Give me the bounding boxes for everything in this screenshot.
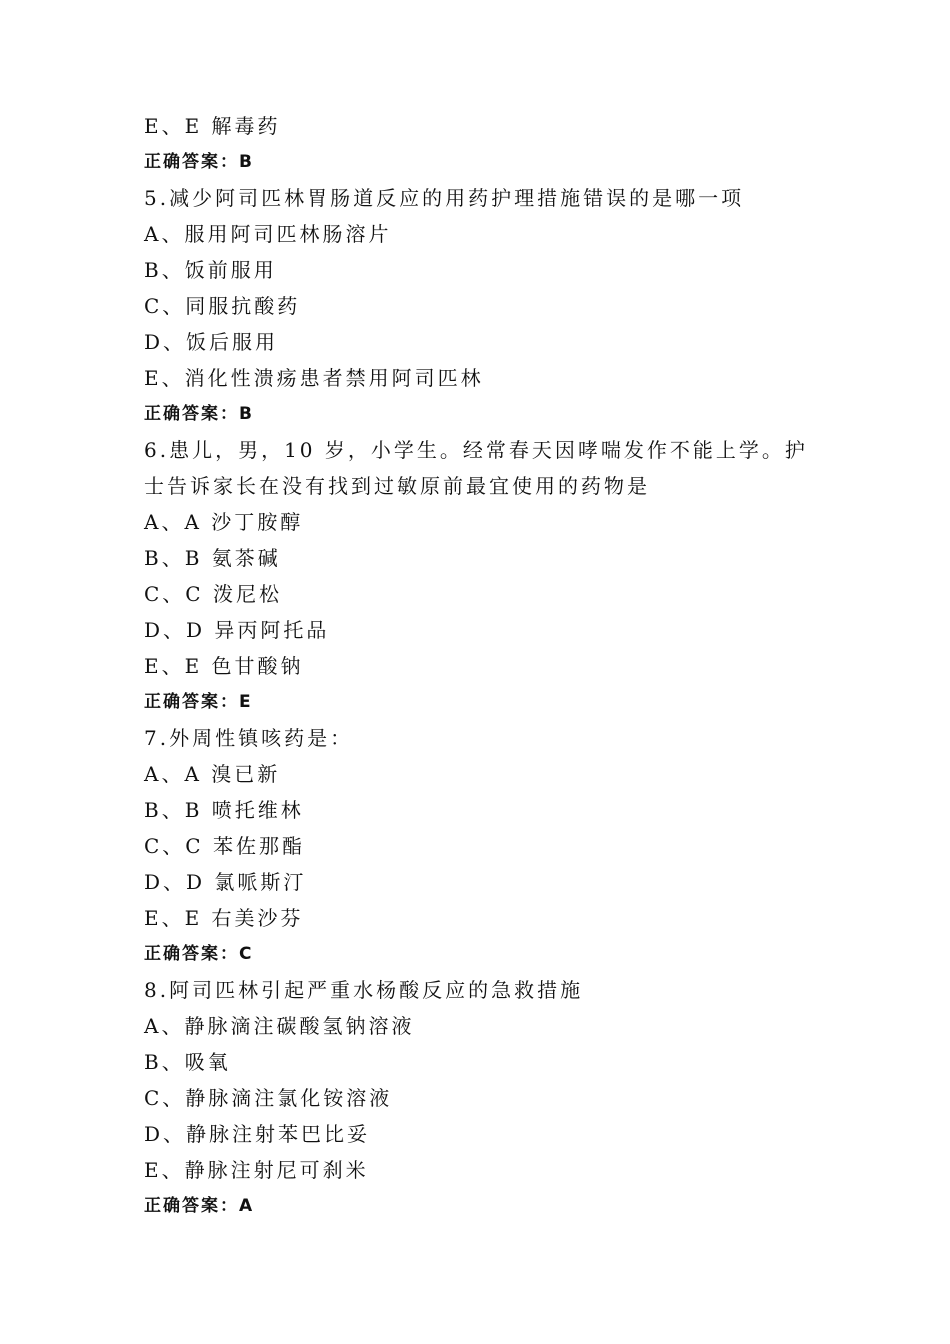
option-d: D、D 氯哌斯汀 bbox=[144, 870, 307, 894]
option-a: A、静脉滴注碳酸氢钠溶液 bbox=[144, 1014, 415, 1038]
correct-answer: 正确答案：A bbox=[144, 1196, 255, 1216]
question-list bbox=[144, 108, 824, 1224]
option-b: B、B 喷托维林 bbox=[144, 798, 304, 822]
option-c: C、C 泼尼松 bbox=[144, 582, 282, 606]
correct-answer: 正确答案：B bbox=[144, 404, 254, 424]
question-stem: 8.阿司匹林引起严重水杨酸反应的急救措施 bbox=[144, 978, 584, 1002]
option-e: E、E 解毒药 bbox=[144, 114, 281, 138]
option-b: B、吸氧 bbox=[144, 1050, 231, 1074]
correct-answer: 正确答案：E bbox=[144, 692, 253, 712]
correct-answer: 正确答案：C bbox=[144, 944, 254, 964]
option-a: A、服用阿司匹林肠溶片 bbox=[144, 222, 392, 246]
option-e: E、E 右美沙芬 bbox=[144, 906, 304, 930]
option-d: D、D 异丙阿托品 bbox=[144, 618, 330, 642]
option-b: B、饭前服用 bbox=[144, 258, 277, 282]
option-a: A、A 溴已新 bbox=[144, 762, 281, 786]
question-stem: 7.外周性镇咳药是： bbox=[144, 726, 354, 750]
question-stem: 6.患儿，男，10 岁，小学生。经常春天因哮喘发作不能上学。护士告诉家长在没有找到过敏原前最宜使用的药物是 bbox=[144, 438, 808, 498]
option-b: B、B 氨茶碱 bbox=[144, 546, 281, 570]
option-d: D、饭后服用 bbox=[144, 330, 279, 354]
option-e: E、静脉注射尼可刹米 bbox=[144, 1158, 369, 1182]
option-c: C、静脉滴注氯化铵溶液 bbox=[144, 1086, 393, 1110]
option-c: C、C 苯佐那酯 bbox=[144, 834, 305, 858]
option-d: D、静脉注射苯巴比妥 bbox=[144, 1122, 371, 1146]
correct-answer: 正确答案：B bbox=[144, 152, 254, 172]
question-stem: 5.减少阿司匹林胃肠道反应的用药护理措施错误的是哪一项 bbox=[144, 186, 745, 210]
option-a: A、A 沙丁胺醇 bbox=[144, 510, 304, 534]
option-e: E、E 色甘酸钠 bbox=[144, 654, 304, 678]
option-e: E、消化性溃疡患者禁用阿司匹林 bbox=[144, 366, 484, 390]
option-c: C、同服抗酸药 bbox=[144, 294, 301, 318]
